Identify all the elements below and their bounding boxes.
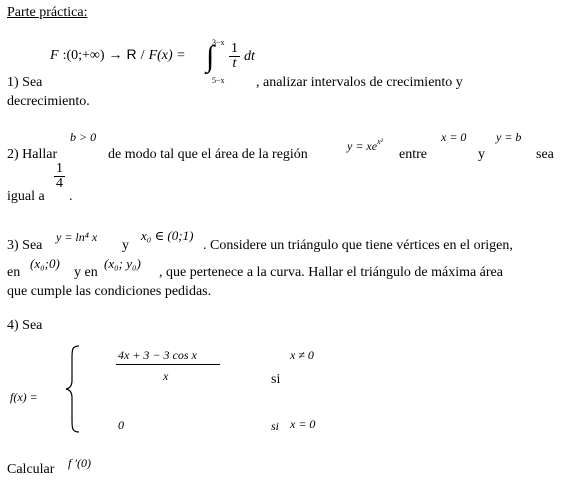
p2-y-word: y (478, 147, 485, 162)
p2-between: entre (399, 147, 427, 162)
p4-fraction-bar (116, 364, 220, 365)
p2-b-condition: b > 0 (70, 130, 97, 144)
p3-line3: que cumple las condiciones pedidas. (7, 284, 212, 299)
p2-prefix: 2) Hallar (7, 147, 58, 162)
p3-y-word: y (122, 238, 129, 253)
p2-region: $y = xe^{x^2}$ (347, 137, 384, 153)
p4-fx: f(x) = (10, 390, 38, 404)
p1-upper-limit: 3−x (212, 38, 225, 47)
p3-text2: , que pertenece a la curva. Hallar el triángulo de máxima área (159, 265, 503, 280)
section-title: Parte práctica: (7, 5, 88, 20)
p4-denominator: x (163, 369, 169, 383)
p1-fraction: $\frac{1}{t}$ dt (231, 41, 255, 71)
p2-line2-prefix: igual a (7, 189, 45, 204)
left-brace-icon (64, 344, 84, 434)
p1-domain: (0;+∞) (66, 48, 105, 63)
p2-yb: y = b (496, 130, 522, 144)
p3-point2: (x₀; y₀) (104, 256, 141, 271)
p2-fraction: $\frac{1}{4}$ (56, 161, 63, 191)
p3-text1: . Considere un triángulo que tiene vértices en el origen, (203, 238, 513, 253)
p2-sea: sea (536, 147, 554, 162)
p4-zero: 0 (118, 418, 124, 432)
p3-prefix: 3) Sea (7, 238, 43, 253)
p4-si-2: si (271, 419, 280, 433)
p4-condition-2: x = 0 (290, 417, 316, 431)
p1-prefix: 1) Sea (7, 75, 43, 90)
p3-x0: x₀ ∈ (0;1) (141, 228, 194, 243)
p1-line2: decrecimiento. (7, 94, 90, 109)
p2-x0: x = 0 (441, 130, 467, 144)
p4-calcular: Calcular (7, 462, 55, 477)
p4-numerator: 4x + 3 − 3 cos x (118, 348, 197, 362)
p3-en: en (7, 265, 21, 280)
p4-fprime: f ′(0) (68, 456, 91, 470)
p1-formula: F :(0;+∞) → R / F(x) = (50, 46, 186, 63)
p4-prefix: 4) Sea (7, 318, 43, 333)
p3-point1: (x₀;0) (30, 256, 60, 271)
p1-text: , analizar intervalos de crecimiento y (256, 75, 463, 90)
p4-condition-1: x ≠ 0 (290, 348, 314, 362)
p3-y-en: y en (74, 265, 98, 280)
p3-function: y = ln⁴ x (56, 230, 98, 244)
p4-si-1: si (271, 372, 281, 387)
integral-sign: ∫ (206, 40, 215, 73)
p1-lower-limit: 5−x (212, 76, 225, 85)
p2-text: de modo tal que el área de la región (108, 147, 308, 162)
p2-period: . (69, 189, 73, 204)
